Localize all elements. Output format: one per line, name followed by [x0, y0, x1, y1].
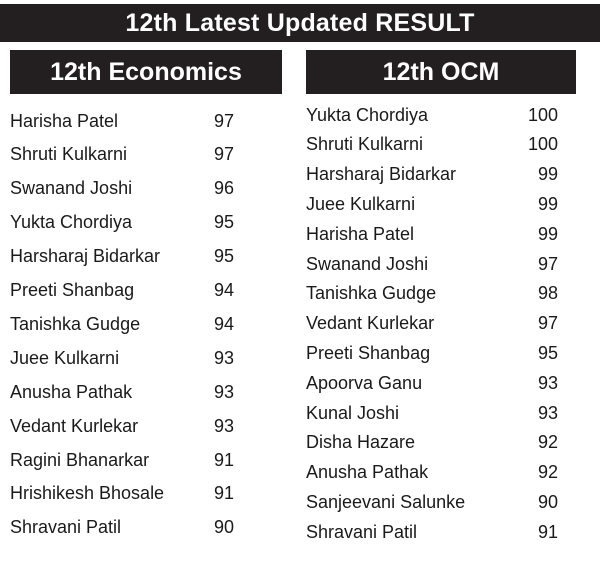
student-score: 97 [537, 313, 558, 334]
result-row [10, 346, 234, 370]
student-score: 93 [213, 415, 234, 436]
result-row [306, 192, 558, 216]
result-row [10, 448, 234, 472]
student-score: 97 [213, 110, 234, 131]
student-name: Vedant Kurlekar [10, 415, 139, 436]
page-title-banner [0, 4, 600, 42]
result-row [306, 461, 558, 485]
student-name: Disha Hazare [306, 432, 416, 453]
student-name: Harsharaj Bidarkar [10, 246, 161, 267]
student-name: Tanishka Gudge [10, 313, 141, 334]
student-score: 96 [213, 178, 234, 199]
economics-column [10, 50, 282, 538]
student-score: 90 [537, 491, 558, 512]
result-row [306, 490, 558, 514]
student-name: Harsharaj Bidarkar [306, 164, 457, 185]
student-name: Anusha Pathak [10, 381, 133, 402]
result-row [306, 341, 558, 365]
student-name: Yukta Chordiya [10, 212, 133, 233]
student-name: Tanishka Gudge [306, 283, 437, 304]
student-score: 95 [537, 342, 558, 363]
student-name: Hrishikesh Bhosale [10, 483, 165, 504]
student-score: 91 [213, 449, 234, 470]
result-row [306, 222, 558, 246]
student-name: Swanand Joshi [306, 253, 429, 274]
student-name: Harisha Patel [10, 110, 119, 131]
student-score: 90 [213, 517, 234, 538]
ocm-title: 12th OCM [382, 57, 500, 86]
result-row [306, 371, 558, 395]
result-row [306, 252, 558, 276]
result-row [10, 177, 234, 201]
result-row [306, 312, 558, 336]
economics-header [10, 50, 282, 94]
student-name: Ragini Bhanarkar [10, 449, 150, 470]
economics-title: 12th Economics [50, 57, 242, 86]
student-score: 100 [527, 134, 558, 155]
student-name: Vedant Kurlekar [306, 313, 435, 334]
student-score: 99 [537, 223, 558, 244]
student-name: Preeti Shanbag [306, 342, 431, 363]
student-name: Shravani Patil [10, 517, 122, 538]
student-score: 93 [213, 381, 234, 402]
student-score: 93 [537, 402, 558, 423]
ocm-header [306, 50, 576, 94]
student-score: 92 [537, 432, 558, 453]
result-row [10, 211, 234, 235]
student-score: 94 [213, 313, 234, 334]
student-score: 92 [537, 462, 558, 483]
student-name: Kunal Joshi [306, 402, 400, 423]
student-name: Yukta Chordiya [306, 104, 429, 125]
student-score: 99 [537, 193, 558, 214]
student-score: 97 [537, 253, 558, 274]
student-name: Preeti Shanbag [10, 280, 135, 300]
student-score: 94 [213, 280, 234, 300]
result-row [306, 520, 558, 544]
result-row [306, 282, 558, 306]
result-row [10, 109, 234, 133]
student-score: 100 [527, 104, 558, 125]
student-name: Shravani Patil [306, 521, 418, 542]
student-name: Anusha Pathak [306, 462, 429, 483]
student-name: Shruti Kulkarni [10, 144, 128, 165]
student-name: Juee Kulkarni [10, 347, 120, 368]
student-name: Shruti Kulkarni [306, 134, 424, 155]
result-row [10, 380, 234, 404]
result-row [10, 516, 234, 540]
result-row [10, 482, 234, 506]
student-name: Juee Kulkarni [306, 193, 416, 214]
result-row [306, 163, 558, 187]
student-score: 91 [537, 521, 558, 542]
student-name: Harisha Patel [306, 223, 415, 244]
result-row [306, 103, 558, 127]
result-row [306, 431, 558, 455]
student-score: 97 [213, 144, 234, 165]
result-row [306, 133, 558, 157]
student-score: 91 [213, 483, 234, 504]
student-name: Swanand Joshi [10, 178, 133, 199]
result-row [10, 312, 234, 336]
student-score: 99 [537, 164, 558, 185]
student-name: Sanjeevani Salunke [306, 491, 466, 512]
result-row [10, 143, 234, 167]
result-row [10, 245, 234, 269]
student-score: 93 [537, 372, 558, 393]
student-score: 93 [213, 347, 234, 368]
ocm-column [306, 50, 576, 542]
student-score: 95 [213, 212, 234, 233]
result-row [10, 414, 234, 438]
student-name: Apoorva Ganu [306, 372, 423, 393]
result-row [306, 401, 558, 425]
student-score: 95 [213, 246, 234, 267]
result-row [10, 279, 234, 303]
student-score: 98 [537, 283, 558, 304]
page-title: 12th Latest Updated RESULT [125, 8, 475, 37]
